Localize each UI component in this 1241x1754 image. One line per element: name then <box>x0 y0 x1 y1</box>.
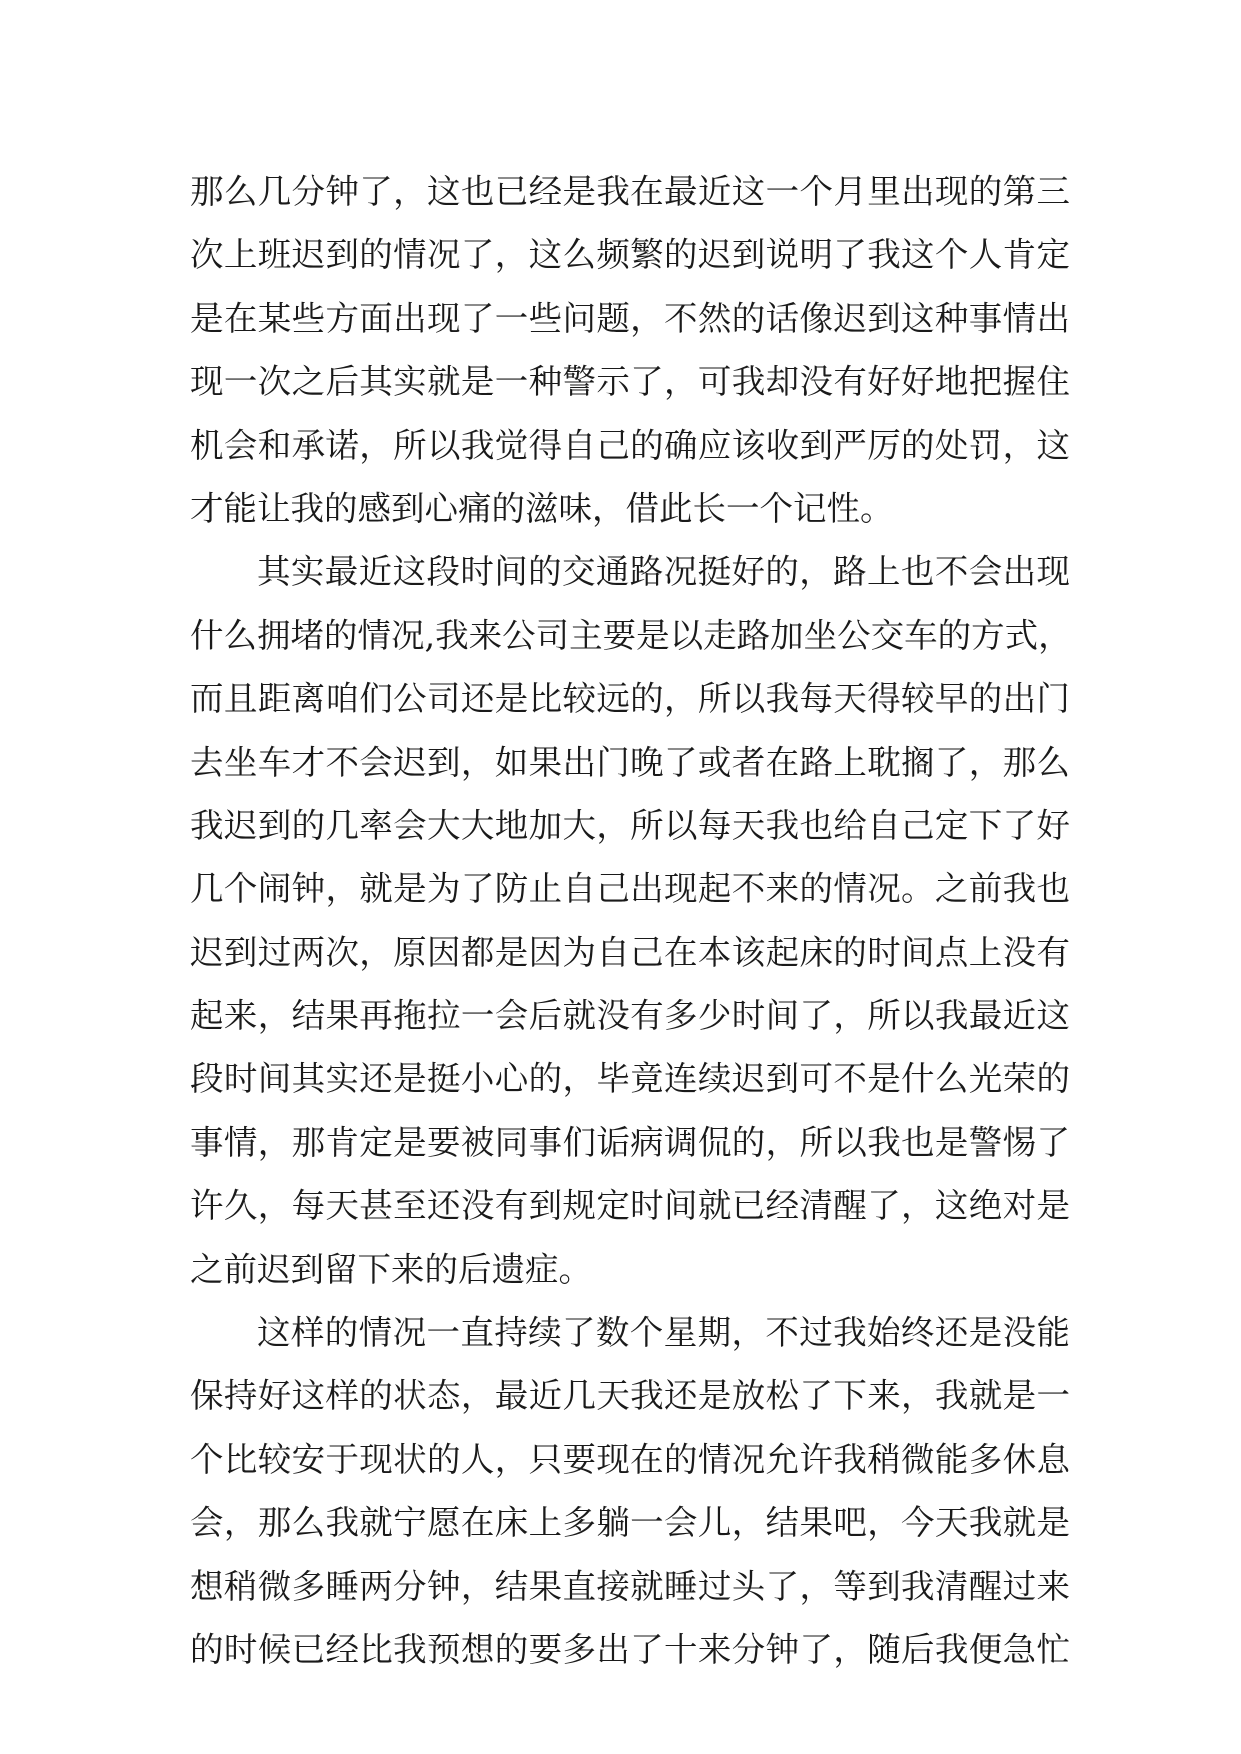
text-line: 想稍微多睡两分钟，结果直接就睡过头了，等到我清醒过来 <box>190 1566 1070 1606</box>
text-line: 保持好这样的状态，最近几天我还是放松了下来，我就是一 <box>190 1376 1070 1416</box>
text-line: 现一次之后其实就是一种警示了，可我却没有好好地把握住 <box>190 362 1070 402</box>
text-line: 事情，那肯定是要被同事们诟病调侃的，所以我也是警惕了 <box>190 1122 1070 1162</box>
text-line: 才能让我的感到心痛的滋味，借此长一个记性。 <box>190 488 894 528</box>
text-line: 迟到过两次，原因都是因为自己在本该起床的时间点上没有 <box>190 932 1070 972</box>
text-line: 许久，每天甚至还没有到规定时间就已经清醒了，这绝对是 <box>190 1186 1070 1226</box>
text-line: 起来，结果再拖拉一会后就没有多少时间了，所以我最近这 <box>190 996 1070 1036</box>
text-line: 会，那么我就宁愿在床上多躺一会儿，结果吧，今天我就是 <box>190 1503 1070 1543</box>
document-body <box>190 160 1070 1681</box>
text-line: 段时间其实还是挺小心的，毕竟连续迟到可不是什么光荣的 <box>190 1059 1070 1099</box>
text-line: 之前迟到留下来的后遗症。 <box>190 1249 592 1289</box>
text-line: 几个闹钟，就是为了防止自己出现起不来的情况。之前我也 <box>190 869 1070 909</box>
text-line: 机会和承诺，所以我觉得自己的确应该收到严厉的处罚，这 <box>190 425 1070 465</box>
text-line: 个比较安于现状的人，只要现在的情况允许我稍微能多休息 <box>190 1439 1070 1479</box>
text-line: 那么几分钟了，这也已经是我在最近这一个月里出现的第三 <box>190 172 1070 211</box>
text-line: 去坐车才不会迟到，如果出门晚了或者在路上耽搁了，那么 <box>190 742 1070 782</box>
text-line: 次上班迟到的情况了，这么频繁的迟到说明了我这个人肯定 <box>190 235 1070 275</box>
text-line: 而且距离咱们公司还是比较远的，所以我每天得较早的出门 <box>190 679 1070 719</box>
paragraph-2 <box>190 540 1070 1301</box>
text-line: 其实最近这段时间的交通路况挺好的，路上也不会出现 <box>257 552 1070 592</box>
text-line: 我迟到的几率会大大地加大，所以每天我也给自己定下了好 <box>190 805 1070 845</box>
paragraph-1 <box>190 160 1070 540</box>
text-line: 这样的情况一直持续了数个星期，不过我始终还是没能 <box>257 1313 1070 1353</box>
text-line: 的时候已经比我预想的要多出了十来分钟了，随后我便急忙 <box>190 1629 1070 1669</box>
paragraph-3 <box>190 1301 1070 1681</box>
text-line: 什么拥堵的情况,我来公司主要是以走路加坐公交车的方式， <box>190 615 1072 655</box>
text-line: 是在某些方面出现了一些问题，不然的话像迟到这种事情出 <box>190 298 1070 338</box>
